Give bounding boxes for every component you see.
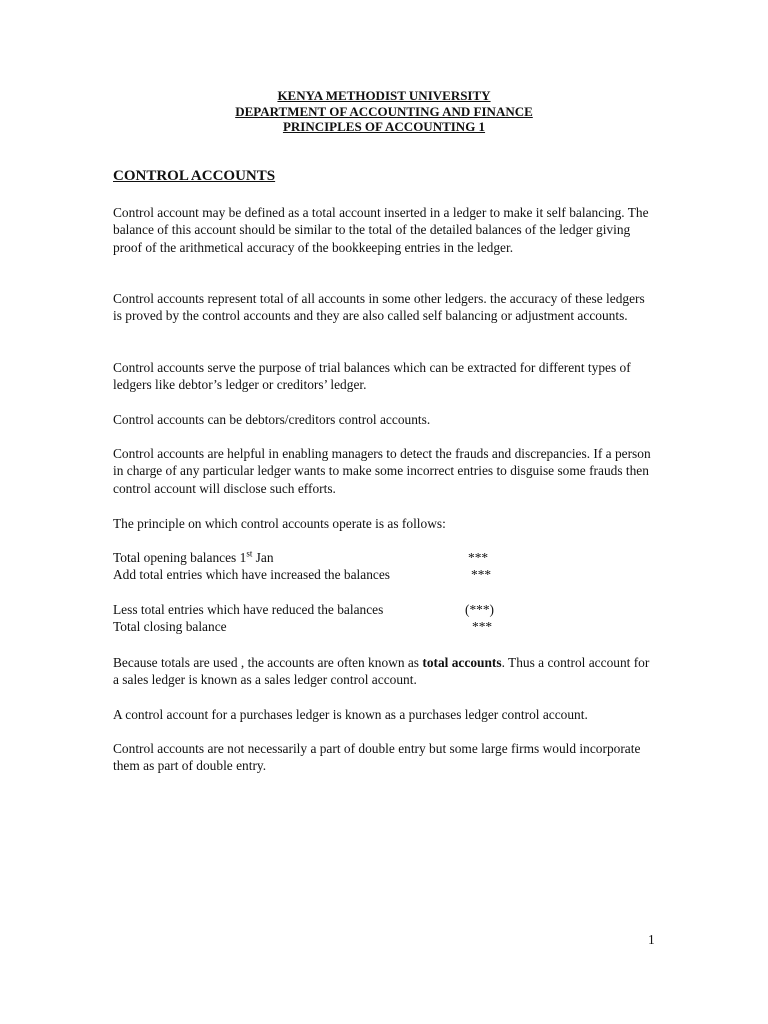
page-number: 1: [648, 932, 655, 947]
principle-row-label: Less total entries which have reduced the balances: [113, 602, 384, 617]
course-name: PRINCIPLES OF ACCOUNTING 1: [282, 119, 486, 134]
document-header: [0, 88, 768, 135]
principle-row-label: Total opening balances 1st Jan: [113, 548, 274, 565]
principle-row-value: ***: [472, 619, 493, 634]
section-title: CONTROL ACCOUNTS: [113, 168, 276, 184]
paragraph-types: Control accounts can be debtors/creditors control accounts.: [113, 412, 431, 427]
university-name: KENYA METHODIST UNIVERSITY: [277, 88, 491, 103]
principle-row: [113, 566, 513, 583]
principle-row-value: ***: [468, 550, 489, 565]
paragraph-purpose: Control accounts serve the purpose of trial balances which can be extracted for different types of ledgers like debtor’s ledger or creditors’ ledger.: [113, 360, 631, 393]
department-name: DEPARTMENT OF ACCOUNTING AND FINANCE: [235, 103, 533, 119]
paragraph-purchases-ledger: A control account for a purchases ledger is known as a purchases ledger control account.: [113, 707, 588, 722]
principle-row-value: ***: [471, 567, 492, 582]
paragraph-definition: Control account may be defined as a total account inserted in a ledger to make it self balancing. The balance of this account should be similar to the total of the detailed balances of the ledger giving proof of the arithmetical accuracy of the bookkeeping entries in the ledger.: [113, 205, 649, 255]
principle-row-label: Total closing balance: [113, 619, 227, 634]
paragraph-principle-intro: The principle on which control accounts operate is as follows:: [113, 516, 446, 531]
principle-row: [113, 618, 513, 635]
paragraph-total-accounts: Because totals are used , the accounts are often known as total accounts. Thus a control account for a sales ledger is known as a sales ledger control account.: [113, 655, 650, 688]
principle-row-label: Add total entries which have increased the balances: [113, 567, 390, 582]
paragraph-double-entry: Control accounts are not necessarily a part of double entry but some large firms would incorporate them as part of double entry.: [113, 741, 641, 774]
paragraph-fraud-detection: Control accounts are helpful in enabling managers to detect the frauds and discrepancies. If a person in charge of any particular ledger wants to make some incorrect entries to disguise some frauds then control account will disclose such efforts.: [113, 446, 651, 496]
paragraph-representation: Control accounts represent total of all accounts in some other ledgers. the accuracy of these ledgers is proved by the control accounts and they are also called self balancing or adjustment accounts.: [113, 291, 645, 324]
principle-row-value: (***): [465, 602, 495, 617]
principle-row: [113, 549, 513, 566]
principle-row: [113, 601, 513, 618]
total-accounts-term: total accounts: [422, 655, 502, 670]
